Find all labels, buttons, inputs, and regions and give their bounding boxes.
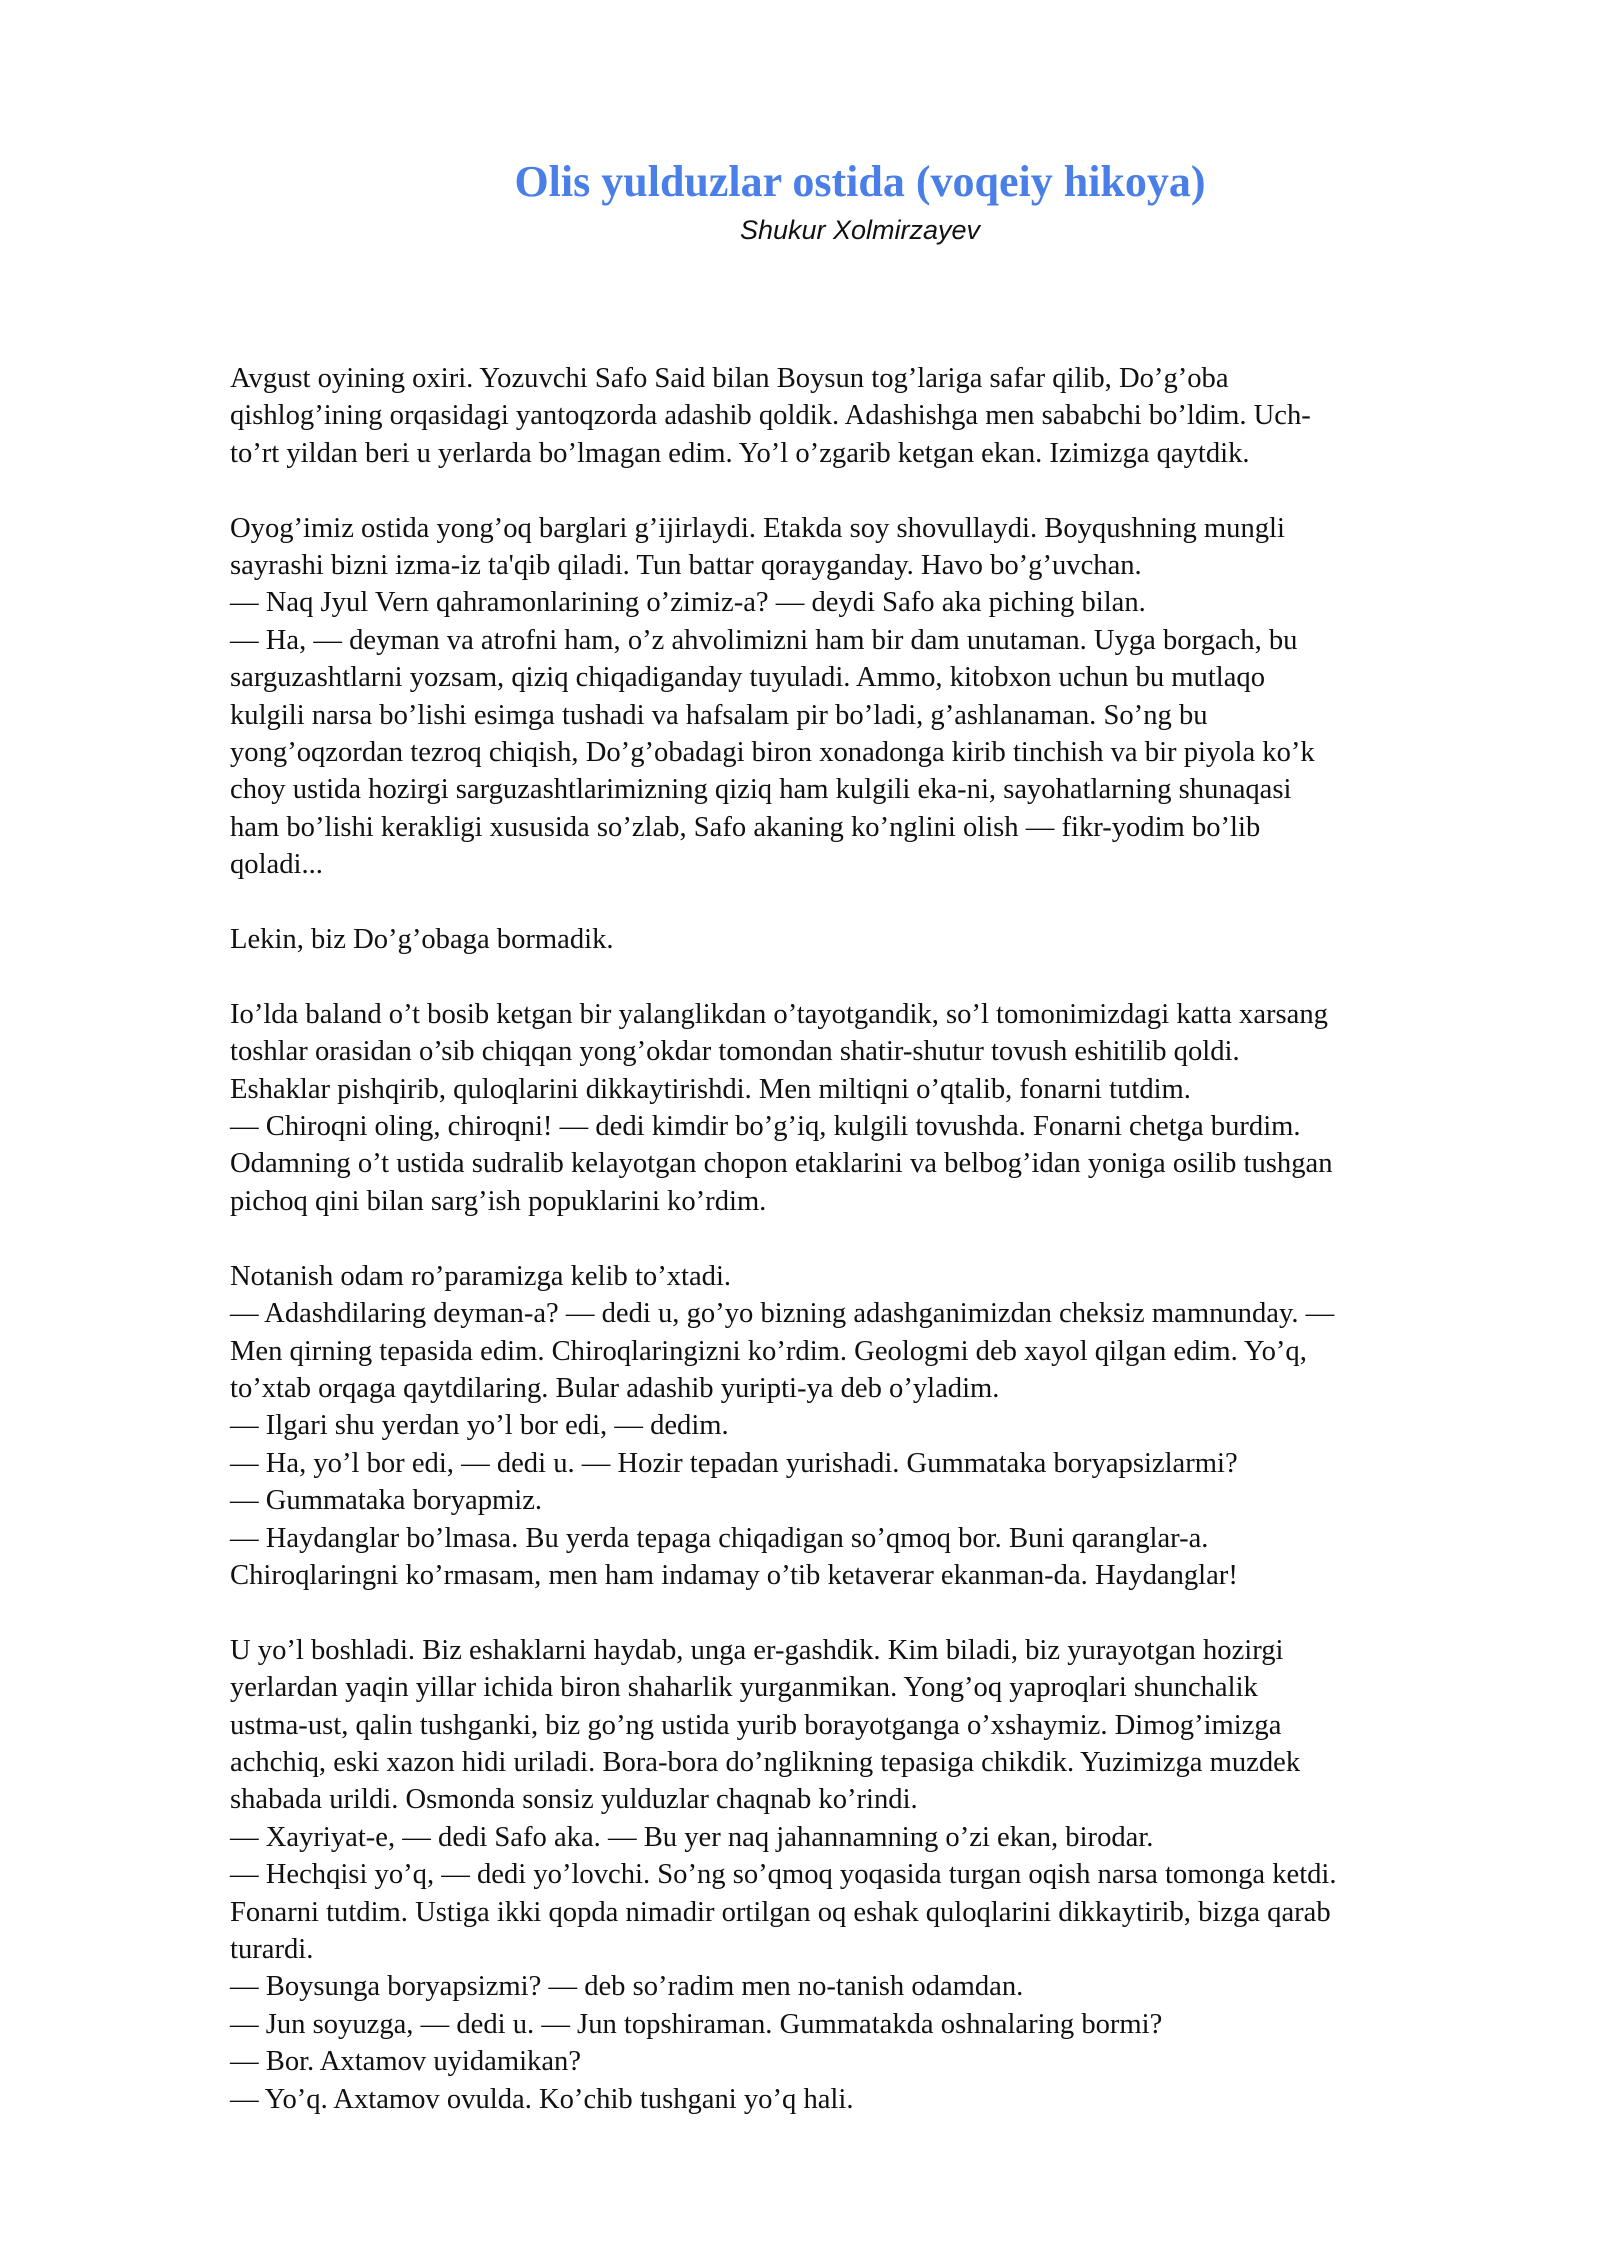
paragraph [230,360,1490,472]
text-line: Io’lda baland o’t bosib ketgan bir yalanglikdan o’tayotgandik, so’l tomonimizdagi katta xarsang [230,998,1328,1030]
text-line: Odamning o’t ustida sudralib kelayotgan chopon etaklarini va belbog’idan yoniga osilib tushgan [230,1148,1333,1180]
text-line: achchiq, eski xazon hidi uriladi. Bora-bora do’nglikning tepasiga chikdik. Yuzimizga muzdek [230,1746,1301,1778]
document-author: Shukur Xolmirzayev [739,215,981,245]
text-line: — Chiroqni oling, chiroqni! — dedi kimdir bo’g’iq, kulgili tovushda. Fonarni chetga burdim. [230,1111,1301,1143]
text-line: — Jun soyuzga, — dedi u. — Jun topshiraman. Gummatakda oshnalaring bormi? [230,2008,1163,2040]
text-line: shabada urildi. Osmonda sonsiz yulduzlar chaqnab ko’rindi. [230,1784,918,1816]
text-line: sarguzashtlarni yozsam, qiziq chiqadiganday tuyuladi. Ammo, kitobxon uchun bu mutlaqo [230,662,1266,694]
text-line: Avgust oyining oxiri. Yozuvchi Safo Said bilan Boysun tog’lariga safar qilib, Do’g’oba [230,363,1229,394]
text-line: — Bor. Axtamov uyidamikan? [230,2046,582,2078]
text-line: — Yo’q. Axtamov ovulda. Ko’chib tushgani yo’q hali. [230,2083,854,2115]
text-line: ustma-ust, qalin tushganki, biz go’ng ustida yurib borayotganga o’xshaymiz. Dimog’imizga [230,1709,1282,1741]
text-line: qishlog’ining orqasidagi yantoqzorda adashib qoldik. Adashishga men sababchi bo’ldim. Uch- [230,400,1311,432]
document-body [230,360,1490,2155]
text-line: choy ustida hozirgi sarguzashtlarimizning qiziq ham kulgili eka-ni, sayohatlarning shunaqasi [230,774,1292,806]
text-line: yerlardan yaqin yillar ichida biron shaharlik yurganmikan. Yong’oq yaproqlari shunchalik [230,1672,1258,1704]
text-line: Oyog’imiz ostida yong’oq barglari g’ijirlaydi. Etakda soy shovullaydi. Boyqushning mungli [230,512,1285,544]
text-line: Fonarni tutdim. Ustiga ikki qopda nimadir ortilgan oq eshak quloqlarini dikkaytirib, bizga qarab [230,1896,1331,1928]
text-line: yong’oqzordan tezroq chiqish, Do’g’obadagi biron xonadonga kirib tinchish va bir piyola ko’k [230,737,1315,769]
text-line: — Haydanglar bo’lmasa. Bu yerda tepaga chiqadigan so’qmoq bor. Buni qaranglar-a. [230,1522,1209,1554]
text-line: to’rt yildan beri u yerlarda bo’lmagan edim. Yo’l o’zgarib ketgan ekan. Izimizga qaytdik. [230,437,1250,469]
text-line: — Ilgari shu yerdan yo’l bor edi, — dedim. [230,1410,729,1442]
document-title: Olis yulduzlar ostida (voqeiy hikoya) [514,157,1206,206]
text-line: Lekin, biz Do’g’obaga bormadik. [230,924,614,956]
text-line: sayrashi bizni izma-iz ta'qib qiladi. Tun battar qorayganday. Havo bo’g’uvchan. [230,550,1142,582]
text-line: Eshaklar pishqirib, quloqlarini dikkaytirishdi. Men miltiqni o’qtalib, fonarni tutdim. [230,1073,1191,1105]
text-line: Men qirning tepasida edim. Chiroqlaringizni ko’rdim. Geologmi deb xayol qilgan edim. Yo’q, [230,1335,1307,1367]
text-line: Notanish odam ro’paramizga kelib to’xtadi. [230,1260,732,1292]
text-line: — Ha, — deyman va atrofni ham, o’z ahvolimizni ham bir dam unutaman. Uyga borgach, bu [230,624,1298,656]
text-line: — Gummataka boryapmiz. [230,1485,543,1517]
text-line: — Naq Jyul Vern qahramonlarining o’zimiz-a? — deydi Safo aka piching bilan. [230,587,1146,619]
paragraph [230,1258,1490,1595]
text-line: kulgili narsa bo’lishi esimga tushadi va hafsalam pir bo’ladi, g’ashlanaman. So’ng bu [230,699,1208,731]
text-line: — Boysunga boryapsizmi? — deb so’radim men no-tanish odamdan. [230,1971,1024,2003]
text-line: pichoq qini bilan sarg’ish popuklarini ko’rdim. [230,1185,767,1217]
text-line: — Xayriyat-e, — dedi Safo aka. — Bu yer naq jahannamning o’zi ekan, birodar. [230,1821,1154,1853]
text-line: — Ha, yo’l bor edi, — dedi u. — Hozir tepadan yurishadi. Gummataka boryapsizlarmi? [230,1447,1238,1479]
paragraph [230,921,1490,958]
text-line: turardi. [230,1933,314,1965]
text-line: Chiroqlaringni ko’rmasam, men ham indamay o’tib ketaverar ekanman-da. Haydanglar! [230,1559,1238,1591]
text-line: — Adashdilaring deyman-a? — dedi u, go’yo bizning adashganimizdan cheksiz mamnunday. — [230,1298,1335,1330]
paragraph [230,1632,1490,2118]
text-line: U yo’l boshladi. Biz eshaklarni haydab, unga er-gashdik. Kim biladi, biz yurayotgan hozirgi [230,1634,1284,1666]
paragraph [230,510,1490,884]
text-line: ham bo’lishi kerakligi xususida so’zlab, Safo akaning ko’nglini olish — fikr-yodim bo’lib [230,811,1261,843]
text-line: to’xtab orqaga qaytdilaring. Bular adashib yuripti-ya deb o’yladim. [230,1372,1000,1404]
text-line: qoladi... [230,849,323,881]
paragraph [230,996,1490,1220]
text-line: toshlar orasidan o’sib chiqqan yong’okdar tomondan shatir-shutur tovush eshitilib qoldi. [230,1036,1240,1068]
text-line: — Hechqisi yo’q, — dedi yo’lovchi. So’ng so’qmoq yoqasida turgan oqish narsa tomonga ketdi. [230,1859,1337,1891]
